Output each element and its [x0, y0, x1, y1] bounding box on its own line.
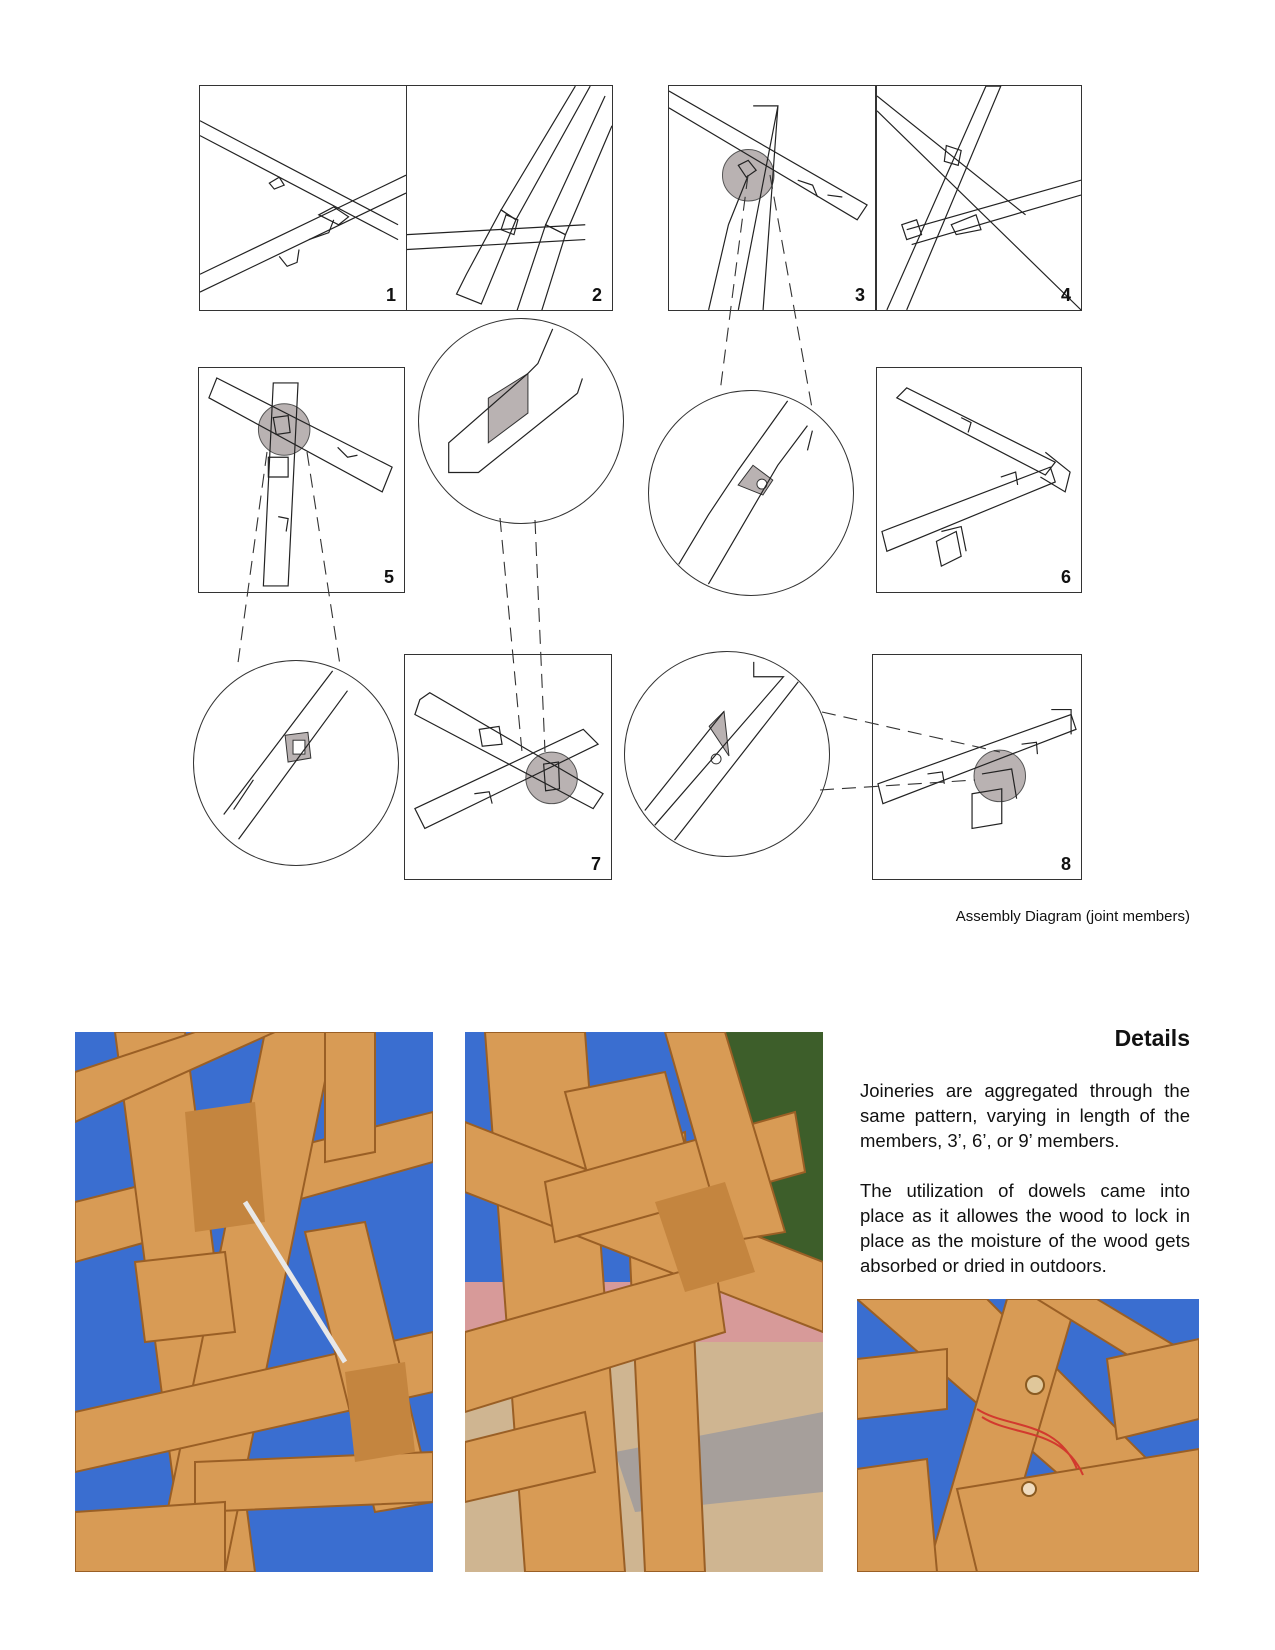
joint-drawing-2 — [407, 86, 612, 310]
diagram-panel-5 — [198, 367, 405, 593]
joint-drawing-5 — [199, 368, 404, 592]
joint-drawing-1 — [200, 86, 406, 310]
joint-drawing-8 — [873, 655, 1081, 879]
panel-number: 3 — [854, 285, 865, 305]
detail-circle-5 — [193, 660, 399, 866]
diagram-panel-6 — [876, 367, 1082, 593]
details-title: Details — [1114, 1025, 1190, 1051]
diagram-panel-4 — [876, 85, 1082, 311]
diagram-caption: Assembly Diagram (joint members) — [955, 908, 1190, 925]
photo-joinery-standing — [465, 1032, 823, 1572]
photo-1-image — [75, 1032, 433, 1572]
panel-number: 2 — [591, 285, 602, 305]
joint-drawing-3 — [669, 86, 875, 310]
photo-joinery-underside — [75, 1032, 433, 1572]
diagram-panel-7 — [404, 654, 612, 880]
photo-2-image — [465, 1032, 823, 1572]
panel-number: 5 — [383, 567, 394, 587]
panel-number: 4 — [1060, 285, 1071, 305]
panel-number: 6 — [1060, 567, 1071, 587]
detail-drawing-3 — [649, 391, 853, 595]
diagram-panel-3 — [668, 85, 876, 311]
details-paragraph-1: Joineries are aggregated through the same pattern, varying in length of the members, 3’, 6’, or 9’ members. — [860, 1080, 1190, 1151]
diagram-panel-8 — [872, 654, 1082, 880]
joint-drawing-6 — [877, 368, 1081, 592]
detail-circle-3 — [648, 390, 854, 596]
joint-drawing-7 — [405, 655, 611, 879]
photo-dowel-detail — [857, 1299, 1199, 1572]
details-paragraph-2: The utilization of dowels came into place as it allowes the wood to lock in place as the moisture of the wood gets absorbed or dried in outdoors. — [860, 1180, 1190, 1276]
panel-number: 1 — [385, 285, 396, 305]
detail-circle-7-a — [418, 318, 624, 524]
detail-drawing-8 — [625, 652, 829, 856]
photo-3-image — [857, 1299, 1199, 1572]
detail-circle-8 — [624, 651, 830, 857]
diagram-panel-1 — [199, 85, 407, 311]
panel-number: 7 — [590, 854, 601, 874]
detail-drawing-7a — [419, 319, 623, 523]
diagram-panel-2 — [406, 85, 613, 311]
detail-drawing-5 — [194, 661, 398, 865]
joint-drawing-4 — [877, 86, 1081, 310]
panel-number: 8 — [1060, 854, 1071, 874]
